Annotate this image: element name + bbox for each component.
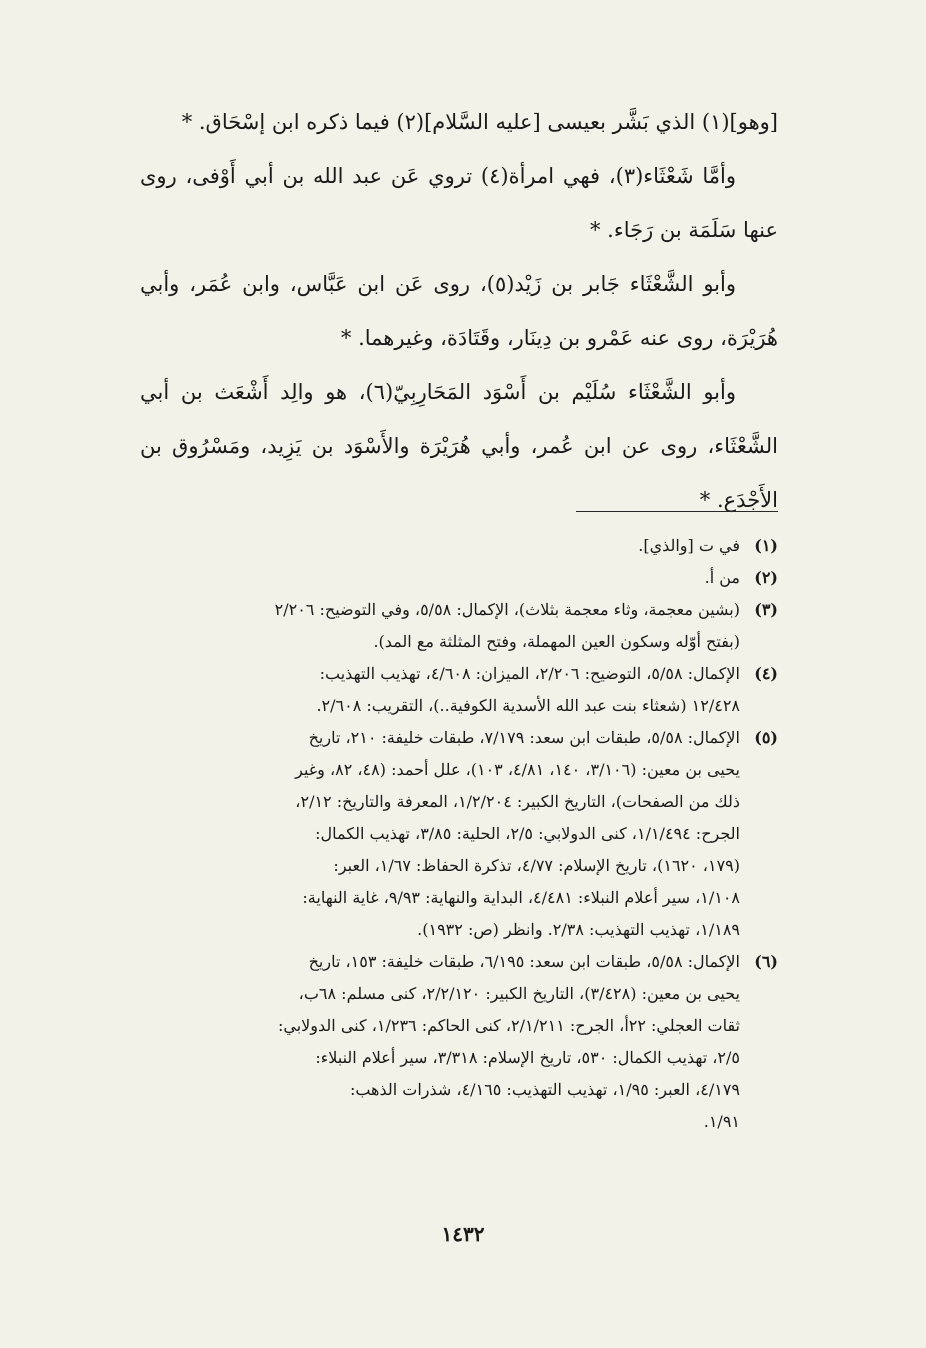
footnote-line: يحيى بن معين: (٣/٤٢٨)، التاريخ الكبير: ٢/٢/١٢٠، كنى مسلم: ٦٨ب، <box>298 984 740 1003</box>
paragraph: وأمَّا شَعْثَاء(٣)، فهي امرأة(٤) تروي عَن عبد الله بن أبي أَوْفى، روى عنها سَلَمَة بن رَجَاء. * <box>140 164 778 242</box>
footnote-line: (بشين معجمة، وثاء معجمة بثلاث)، الإكمال: ٥/٥٨، وفي التوضيح: ٢/٢٠٦ <box>274 600 740 619</box>
footnote-number: (٤) <box>754 664 778 683</box>
footnote-number: (٢) <box>754 568 778 587</box>
footnote-body <box>140 594 740 658</box>
footnote-number: (٦) <box>754 952 778 971</box>
footnote-2 <box>140 562 778 594</box>
footnote-line: ذلك من الصفحات)، التاريخ الكبير: ١/٢/٢٠٤، المعرفة والتاريخ: ٢/١٢، <box>295 792 740 811</box>
page-number: ١٤٣٢ <box>441 1222 485 1246</box>
footnote-1 <box>140 530 778 562</box>
footnote-body <box>140 530 740 562</box>
footnote-line: (بفتح أوّله وسكون العين المهملة، وفتح المثلثة مع المد). <box>373 632 740 651</box>
footnote-line: ثقات العجلي: ٢٢أ، الجرح: ٢/١/٢١١، كنى الحاكم: ١/٢٣٦، كنى الدولابي: <box>278 1016 740 1035</box>
footnote-number: (٣) <box>754 600 778 619</box>
footnote-line: ٢/٥، تهذيب الكمال: ٥٣٠، تاريخ الإسلام: ٣/٣١٨، سير أعلام النبلاء: <box>315 1048 740 1067</box>
footnote-body <box>140 658 740 722</box>
footnote-body <box>140 562 740 594</box>
footnote-line: يحيى بن معين: (٣/١٠٦، ١٤٠، ٤/٨١، ١٠٣)، علل أحمد: (٤٨، ٨٢، وغير <box>295 760 740 779</box>
footnote-line: الجرح: ١/١/٤٩٤، كنى الدولابي: ٢/٥، الحلية: ٣/٨٥، تهذيب الكمال: <box>315 824 740 843</box>
paragraph: وأبو الشَّعْثَاء سُلَيْم بن أَسْوَد المَحَارِبِيّ(٦)، هو والِد أَشْعَث بن أبي الشَّعْثَاء، روى عن ابن عُمر، وأبي هُرَيْرَة والأَسْوَد بن يَزِيد، ومَسْرُوق بن الأَجْدَع. * <box>140 380 778 512</box>
footnote-line: ١/١٠٨، سير أعلام النبلاء: ٤/٤٨١، البداية والنهاية: ٩/٩٣، غاية النهاية: <box>302 888 740 907</box>
main-text <box>140 95 778 527</box>
footnotes <box>140 530 778 1138</box>
footnote-line: ١/٩١. <box>703 1112 740 1131</box>
footnote-line: الإكمال: ٥/٥٨، طبقات ابن سعد: ٦/١٩٥، طبقات خليفة: ١٥٣، تاريخ <box>308 952 740 971</box>
paragraph: وأبو الشَّعْثَاء جَابر بن زَيْد(٥)، روى عَن ابن عَبَّاس، وابن عُمَر، وأبي هُرَيْرَة، روى عنه عَمْرو بن دِينَار، وقَتَادَة، وغيرهما. * <box>140 272 778 350</box>
footnote-line: في ت [والذي]. <box>638 536 740 555</box>
footnote-line: ١٢/٤٢٨ (شعثاء بنت عبد الله الأسدية الكوفية..)، التقريب: ٢/٦٠٨. <box>316 696 740 715</box>
footnote-line: الإكمال: ٥/٥٨، طبقات ابن سعد: ٧/١٧٩، طبقات خليفة: ٢١٠، تاريخ <box>308 728 740 747</box>
footnote-line: الإكمال: ٥/٥٨، التوضيح: ٢/٢٠٦، الميزان: ٤/٦٠٨، تهذيب التهذيب: <box>319 664 740 683</box>
footnote-line: (١٧٩، ١٦٢٠)، تاريخ الإسلام: ٤/٧٧، تذكرة الحفاظ: ١/٦٧، العبر: <box>333 856 740 875</box>
footnote-6 <box>140 946 778 1138</box>
footnote-number: (٥) <box>754 728 778 747</box>
footnote-5 <box>140 722 778 946</box>
paragraph: [وهو](١) الذي بَشَّر بعيسى [عليه السَّلام](٢) فيما ذكره ابن إسْحَاق. * <box>181 110 778 134</box>
footnote-4 <box>140 658 778 722</box>
footnote-body <box>140 946 740 1138</box>
footnote-3 <box>140 594 778 658</box>
footnote-number: (١) <box>754 536 778 555</box>
footnote-line: ١/١٨٩، تهذيب التهذيب: ٢/٣٨. وانظر (ص: ١٩٣٢). <box>417 920 740 939</box>
footnote-body <box>140 722 740 946</box>
footnote-separator <box>576 511 778 512</box>
footnote-line: ٤/١٧٩، العبر: ١/٩٥، تهذيب التهذيب: ٤/١٦٥، شذرات الذهب: <box>349 1080 740 1099</box>
footnote-line: من أ. <box>704 568 740 587</box>
